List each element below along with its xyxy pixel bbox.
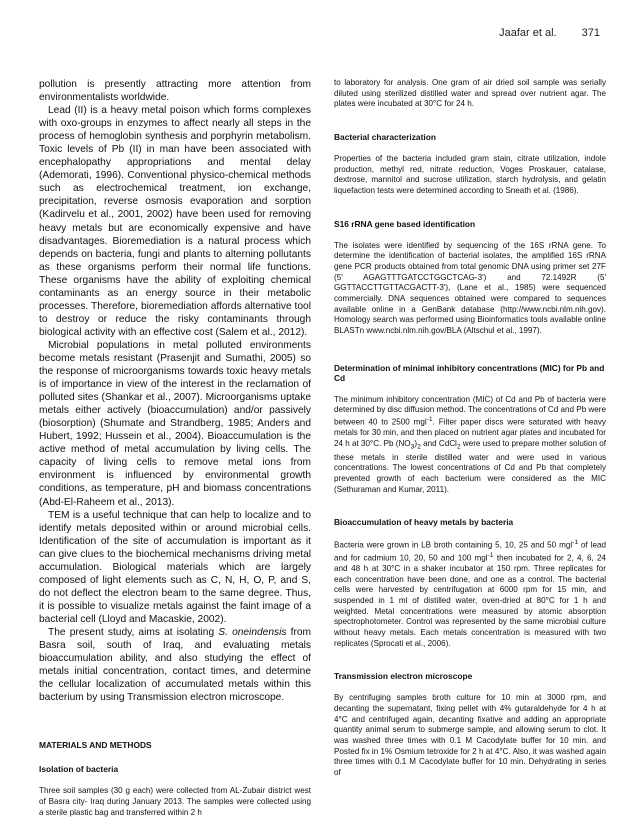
text-run: Bacteria were grown in LB broth containing 5, 10, 25 and 50 mgl (334, 541, 573, 551)
subsection-heading: Determination of minimal inhibitory concentrations (MIC) for Pb and Cd (334, 362, 605, 383)
body-paragraph: pollution is presently attracting more attention from environmentalists worldwide. (39, 79, 311, 104)
header-authors: Jaafar et al. (499, 27, 557, 39)
body-paragraph: Lead (II) is a heavy metal poison which forms complexes with oxo-groups in enzymes to affect nearly all steps in the process of hemoglobin synthesis and porphyrin metabolism. Toxic levels of Pb (II) in man have been associated with encephalopathy appropriations and mental delay (Ademorati, 1996). Conventional physico-chemical methods such as electrochemical treatment, ion exchange, precipitation, reverse osmosis evaporation and sorption (Kadirvelu et al., 2001, 2002) have been used for removing heavy metals but are economically expensive and have disadvantages. Bioremediation is a natural process which depends on bacteria, fungi and plants to alterning pollutants as these organisms perform their normal life functions. These organisms have the ability of exploiting chemical contaminants as an energy source in their metabolic processes. Therefore, bioremediation affords alternative tool to destroy or reduce the risky contaminants through biological activity with an effective cost (Salem et al., 2012). (39, 105, 311, 338)
text-run: of lead and for cadmium 10, 20, 50 and 100 mgl (334, 541, 606, 563)
subsection-heading: S16 rRNA gene based identification (334, 218, 476, 229)
subsection-heading: Bacterial characterization (334, 132, 436, 143)
text-run: then incubated for 2, 4, 6, 24 and 48 h at 30°C in a shaker incubator at 150 rpm. Three replicates for each concentration have been done, and one as a control. The bacterial cells were harvested by centrifugation at 6000 rpm for 15 min, and suspended in 1 ml of distilled water, oven-dried at 80°C for 1 h and weighted. Metal concentrations were measured by atomic absorption spectrophotometer. Control was represented by the same microbial culture without heavy metals. Each metals concentration is measured with two replicates (Sprocati et al., 2006). (334, 553, 607, 648)
text-run: from Basra soil, south of Iraq, and evaluating metals bioaccumulation ability, and also studying the effect of metals initial concentration, contact times, and determine the cellular localization of accumulated metals within this bacterium by using Transmission electron microscope. (39, 626, 311, 704)
subscript: 3 (410, 443, 415, 451)
body-paragraph: Microbial populations in metal polluted environments become metals resistant (Prasenjit and Sumathi, 2005) so the response of microorganisms towards toxic heavy metals is of importance in view of the interest in the reclamation of polluted sites (Shankar et al., 2007). Microorganisms uptake metals either actively (bioaccumulation) and/or passively (biosorption) (Shumate and Strandberg, 1985; Anders and Hubert, 1992; Hussein et al., 2004). Bioaccumulation is the active method of metal accumulation by living cells. The capacity of living cells to remove metal ions from environment is influenced by environmental growth conditions, as temperature, pH and biomass concentrations (Abd-El-Raheem et al., 2013). (39, 339, 311, 508)
subsection-heading: Transmission electron microscope (334, 671, 473, 682)
text-run: The minimum inhibitory concentration (MIC) of Cd and Pb of bacteria were determined by disc diffusion method. The concentrations of Cd and Pb were between 40 to 2500 mgl (334, 394, 606, 427)
body-paragraph (39, 626, 311, 704)
running-header (499, 27, 600, 39)
text-run: were used to prepare mother solution of these metals in sterile distilled water and were used in various concentrations. The lowest concentrations of Cd and Pb that completely prevented growth of each bacterium were considered as the MIC (Sethuraman and Kumar, 2011). (334, 439, 606, 494)
species-name: S. oneindensis (218, 626, 287, 638)
page-number: 371 (581, 27, 600, 39)
body-paragraph: TEM is a useful technique that can help to localize and to identify metals deposited within or around microbial cells. Identification of the site of accumulation is important as it can give clues to the biochemical mechanisms driving metal accumulation. Biological materials which are largely composed of light elements such as C, N, H, O, P, and S, do not deflect the electron beam to the same degree. Thus, it is possible to visualize metals against the faint image of a bacterial cell (Lloyd and Macaskie, 2002). (39, 509, 311, 625)
text-run: and CdCl (420, 439, 457, 449)
subscript: 2 (456, 443, 461, 451)
text-run: . Filter paper discs were saturated with heavy metals for 30 min, and then placed on nutrient agar plates and incubated for 24 h at 30°C. Pb (NO (334, 417, 606, 449)
methods-paragraph: to laboratory for analysis. One gram of air dried soil sample was serially diluted using sterilized distilled water and spread over nutrient agar. The plates were incubated at 30°C for 24 h. (334, 78, 606, 109)
methods-paragraph: By centrifuging samples broth culture for 10 min at 3000 rpm, and decanting the supernatant, fixing pellet with 4% gutaraldehyde for 4 h at 4°C and centrifuged again, decanting fixative and adding an appropriate quantity animal serum to submerge sample, and allowing serum to clot. It was washed three times with 0.1 M Cacodylate buffer for 10 min. and Posted fix in 1% Osmium tetroxide for 2 h at 4°C. Also, it was washed again three times with 0.1 M Cacodylate buffer for 10 min. Dehydrating in series of (334, 693, 606, 778)
superscript: -1 (572, 539, 579, 547)
methods-paragraph: The isolates were identified by sequencing of the 16S rRNA gene. To determine the identification of bacterial isolates, the amplified 16S rRNA gene PCR products obtained from total genomic DNA using primer set 27F (5' AGAGTTTGATCCTGGCTCAG-3') and 72.1492R (5' GGTTACCTTGTTACGACTT-3'), (Lane et al., 1985) were sequenced commercially. DNA sequences obtained were compared to sequences available online in a GenBank database (http://www.ncbi.nlm.nih.gov). Homology search was performed using Bioinformatics tools available online BLASTn www.ncbi.nlm.nih.gov/BLA (Altschul et al., 1997). (334, 240, 606, 336)
superscript: -1 (426, 416, 433, 424)
subsection-heading: Isolation of bacteria (39, 764, 119, 775)
text-run: The present study, aims at isolating (48, 626, 219, 638)
methods-paragraph (334, 539, 606, 649)
methods-paragraph: Properties of the bacteria included gram stain, citrate utilization, indole production, methyl red, nitrate reduction, Voges Proskauer, catalase, dextrose, mannitol and sucrose utilization, starch hydrolysis, and gelatin liquefaction tests were determined according to Sneath et al. (1986). (334, 154, 606, 196)
left-column (39, 78, 311, 818)
text-run: ) (414, 439, 418, 449)
subscript: 2 (417, 443, 421, 451)
methods-paragraph (334, 395, 606, 496)
section-heading: MATERIALS AND METHODS (39, 740, 152, 751)
right-column (334, 78, 606, 779)
subsection-heading: Bioaccumulation of heavy metals by bacteria (334, 517, 514, 528)
superscript: -1 (487, 551, 494, 559)
methods-paragraph: Three soil samples (30 g each) were collected from AL-Zubair district west of Basra city- Iraq during January 2013. The samples were collected using a sterile plastic bag and transferred within 2 h (39, 786, 311, 817)
